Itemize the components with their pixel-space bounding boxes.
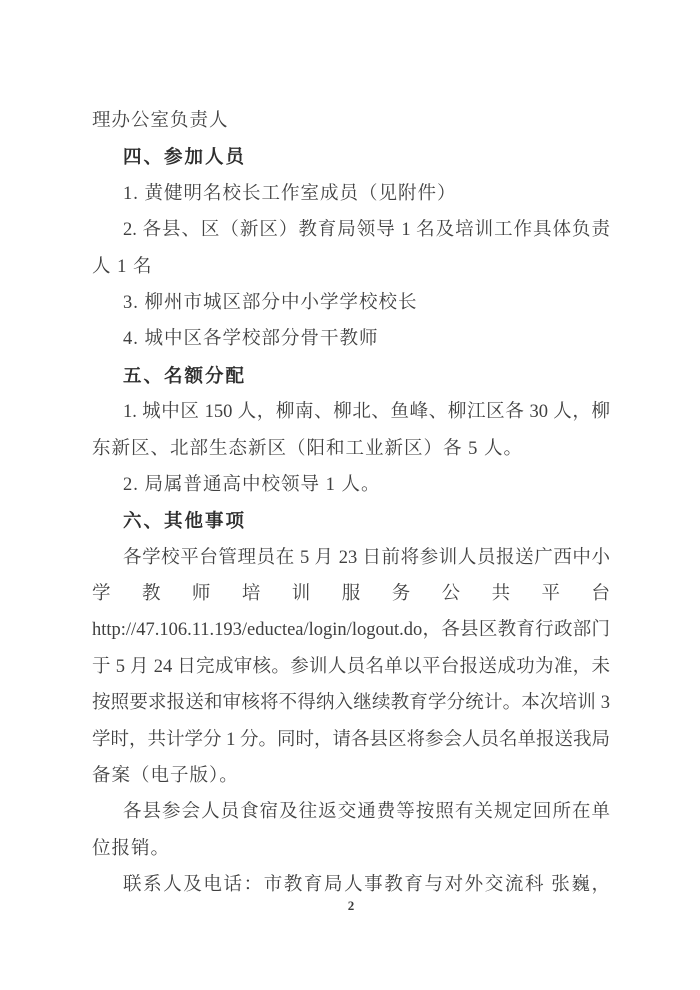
document-line: 东新区、北部生态新区（阳和工业新区）各 5 人。: [92, 438, 524, 459]
document-line: 学教师培训服务公共平台: [92, 584, 610, 605]
section-heading: 四、参加人员: [123, 146, 247, 168]
document-line: http://47.106.11.193/eductea/login/logout.do，各县区教育行政部门: [92, 620, 610, 641]
document-body: [92, 103, 610, 904]
document-line: 人 1 名: [92, 256, 153, 277]
document-line: 2. 局属普通高中校领导 1 人。: [123, 474, 381, 495]
document-line: 3. 柳州市城区部分中小学学校校长: [123, 292, 418, 313]
document-line: 1. 黄健明名校长工作室成员（见附件）: [123, 183, 457, 204]
document-line: 位报销。: [92, 838, 171, 859]
section-heading: 六、其他事项: [123, 510, 247, 532]
document-line: 各学校平台管理员在 5 月 23 日前将参训人员报送广西中小: [123, 547, 610, 568]
document-line: 各县参会人员食宿及往返交通费等按照有关规定回所在单: [123, 802, 610, 823]
document-line: 2. 各县、区（新区）教育局领导 1 名及培训工作具体负责: [123, 220, 610, 241]
document-line: 联系人及电话：市教育局人事教育与对外交流科 张巍，: [123, 875, 610, 896]
document-line: 备案（电子版）。: [92, 766, 239, 787]
document-line: 理办公室负责人: [92, 111, 229, 131]
document-line: 于 5 月 24 日完成审核。参训人员名单以平台报送成功为准，未: [92, 656, 610, 677]
section-heading: 五、名额分配: [123, 364, 247, 386]
page-number: 2: [347, 898, 355, 913]
document-line: 学时，共计学分 1 分。同时，请各县区将参会人员名单报送我局: [92, 729, 610, 750]
document-line: 4. 城中区各学校部分骨干教师: [123, 329, 379, 350]
document-line: 1. 城中区 150 人，柳南、柳北、鱼峰、柳江区各 30 人，柳: [123, 402, 610, 423]
document-line: 按照要求报送和审核将不得纳入继续教育学分统计。本次培训 3: [92, 693, 610, 714]
